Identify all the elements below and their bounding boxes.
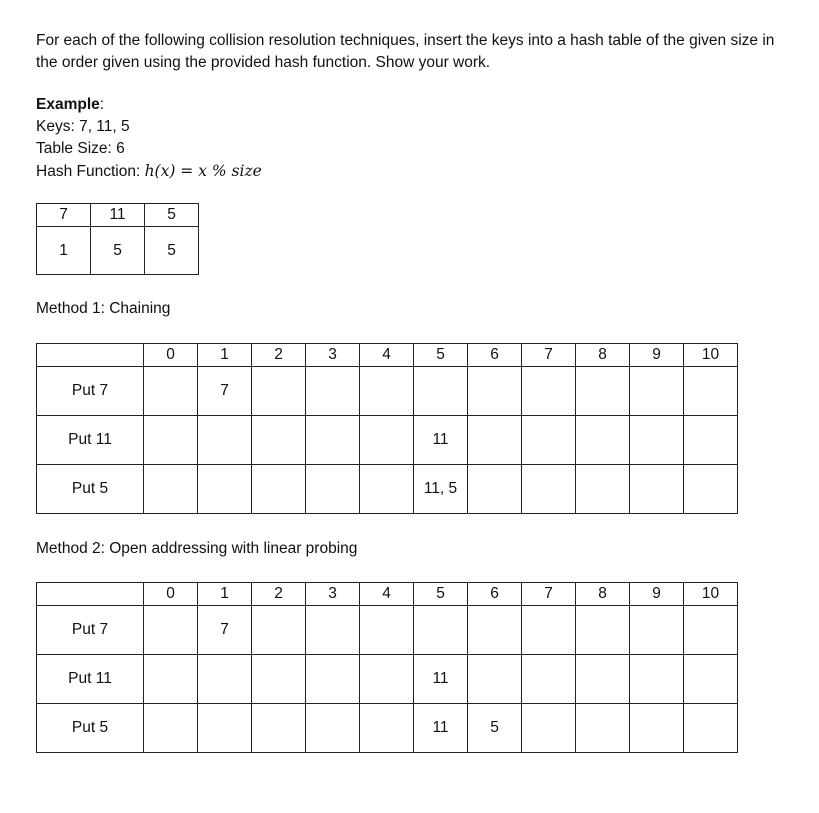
table-cell — [252, 704, 306, 753]
table-cell — [522, 416, 576, 465]
row-label: Put 7 — [37, 367, 144, 416]
table-cell — [468, 465, 522, 514]
table-cell: 11 — [414, 416, 468, 465]
column-header: 0 — [144, 583, 198, 606]
example-table — [36, 203, 199, 275]
table-cell — [360, 704, 414, 753]
table-cell — [468, 416, 522, 465]
instructions-text: For each of the following collision resolution techniques, insert the keys into a hash table of the given size in the order given using the provided hash function. Show your work. — [36, 32, 775, 71]
table-cell: 11, 5 — [414, 465, 468, 514]
chaining-table — [36, 343, 738, 514]
column-header: 7 — [522, 344, 576, 367]
row-label: Put 11 — [37, 416, 144, 465]
table-cell — [144, 606, 198, 655]
column-header: 10 — [684, 344, 738, 367]
header-row — [37, 344, 738, 367]
column-header: 6 — [468, 344, 522, 367]
table-cell — [576, 416, 630, 465]
table-row — [37, 704, 738, 753]
table-cell: 5 — [145, 227, 199, 275]
table-cell — [468, 367, 522, 416]
table-cell — [684, 704, 738, 753]
row-label: Put 5 — [37, 465, 144, 514]
column-header: 8 — [576, 344, 630, 367]
table-cell: 7 — [198, 367, 252, 416]
table-cell: 11 — [91, 204, 145, 227]
example-heading: Example: — [36, 96, 105, 113]
example-table-size: Table Size: 6 — [36, 140, 125, 157]
table-cell — [576, 465, 630, 514]
table-cell — [198, 465, 252, 514]
column-header: 9 — [630, 583, 684, 606]
column-header: 10 — [684, 583, 738, 606]
table-cell — [360, 606, 414, 655]
table-cell: 5 — [145, 204, 199, 227]
table-cell: 5 — [468, 704, 522, 753]
column-header: 1 — [198, 344, 252, 367]
column-header: 1 — [198, 583, 252, 606]
table-cell — [576, 655, 630, 704]
table-row — [37, 367, 738, 416]
table-cell — [360, 416, 414, 465]
table-cell — [630, 465, 684, 514]
column-header: 7 — [522, 583, 576, 606]
table-cell — [144, 416, 198, 465]
table-cell: 11 — [414, 655, 468, 704]
table-cell — [306, 606, 360, 655]
corner-cell — [37, 344, 144, 367]
table-cell — [522, 367, 576, 416]
table-cell: 1 — [37, 227, 91, 275]
table-row — [37, 416, 738, 465]
table-cell — [684, 416, 738, 465]
hash-formula: h(x) = x % size — [144, 162, 262, 180]
table-cell — [252, 367, 306, 416]
table-cell — [630, 416, 684, 465]
table-cell — [198, 655, 252, 704]
column-header: 8 — [576, 583, 630, 606]
table-cell: 5 — [91, 227, 145, 275]
column-header: 0 — [144, 344, 198, 367]
table-cell — [576, 704, 630, 753]
row-label: Put 7 — [37, 606, 144, 655]
table-cell — [630, 655, 684, 704]
corner-cell — [37, 583, 144, 606]
table-cell — [306, 367, 360, 416]
column-header: 5 — [414, 583, 468, 606]
table-cell — [144, 704, 198, 753]
table-cell — [684, 655, 738, 704]
example-hash-function: Hash Function: h(x) = x % size — [36, 162, 262, 180]
table-cell — [252, 655, 306, 704]
table-cell — [144, 367, 198, 416]
table-cell — [684, 367, 738, 416]
table-cell — [630, 367, 684, 416]
table-cell — [198, 704, 252, 753]
table-cell — [630, 704, 684, 753]
table-cell — [360, 367, 414, 416]
table-cell — [144, 655, 198, 704]
table-row — [37, 606, 738, 655]
column-header: 5 — [414, 344, 468, 367]
table-cell — [144, 465, 198, 514]
table-cell — [576, 367, 630, 416]
column-header: 9 — [630, 344, 684, 367]
table-cell — [414, 367, 468, 416]
table-cell — [630, 606, 684, 655]
table-cell — [360, 465, 414, 514]
table-cell — [306, 704, 360, 753]
table-cell — [684, 606, 738, 655]
table-cell — [252, 465, 306, 514]
table-cell: 11 — [414, 704, 468, 753]
table-cell — [306, 465, 360, 514]
table-cell: 7 — [198, 606, 252, 655]
table-cell — [252, 606, 306, 655]
column-header: 3 — [306, 583, 360, 606]
example-section — [36, 94, 262, 183]
table-cell — [576, 606, 630, 655]
row-label: Put 11 — [37, 655, 144, 704]
example-table-row — [37, 204, 199, 227]
column-header: 3 — [306, 344, 360, 367]
table-cell — [522, 606, 576, 655]
table-cell — [414, 606, 468, 655]
column-header: 2 — [252, 583, 306, 606]
table-cell — [306, 416, 360, 465]
table-cell — [360, 655, 414, 704]
table-cell — [522, 655, 576, 704]
table-cell — [522, 704, 576, 753]
table-cell — [684, 465, 738, 514]
table-cell — [198, 416, 252, 465]
table-row — [37, 655, 738, 704]
header-row — [37, 583, 738, 606]
example-table-row — [37, 227, 199, 275]
table-cell — [468, 655, 522, 704]
table-cell: 7 — [37, 204, 91, 227]
example-keys: Keys: 7, 11, 5 — [36, 118, 130, 135]
table-cell — [468, 606, 522, 655]
table-cell — [306, 655, 360, 704]
column-header: 4 — [360, 344, 414, 367]
method1-title: Method 1: Chaining — [36, 300, 171, 317]
table-cell — [522, 465, 576, 514]
row-label: Put 5 — [37, 704, 144, 753]
table-cell — [252, 416, 306, 465]
column-header: 6 — [468, 583, 522, 606]
column-header: 2 — [252, 344, 306, 367]
column-header: 4 — [360, 583, 414, 606]
method2-title: Method 2: Open addressing with linear probing — [36, 540, 358, 557]
linear-probing-table — [36, 582, 738, 753]
table-row — [37, 465, 738, 514]
